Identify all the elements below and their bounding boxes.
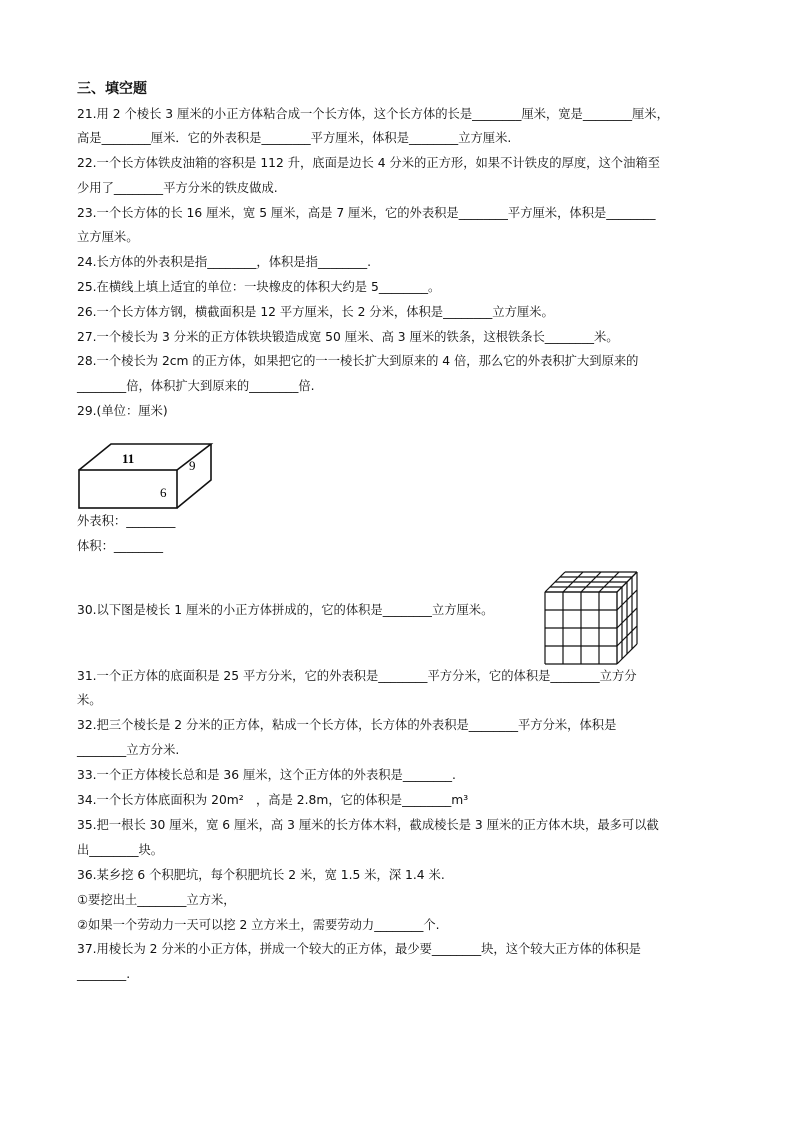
question-line-q29s: 外表积：________ [77, 514, 176, 528]
section-title: 三、填空题 [77, 81, 147, 97]
cuboid-length-label: 11 [122, 451, 135, 466]
question-line-q32b: ________立方分米. [77, 743, 180, 757]
cuboid-figure [77, 440, 217, 512]
question-line-q35a: 35.把一根长 30 厘米，宽 6 厘米，高 3 厘米的长方体木料，截成棱长是 3 厘米的正方体木块，最多可以截 [77, 818, 659, 832]
question-line-q29: 29.(单位：厘米) [77, 404, 168, 418]
question-line-q37a: 37.用棱长为 2 分米的小正方体，拼成一个较大的正方体，最少要________块，这个较大正方体的体积是 [77, 942, 641, 956]
question-line-q36a: ①要挖出土________立方米， [77, 893, 236, 907]
question-line-q36b: ②如果一个劳动力一天可以挖 2 立方米土，需要劳动力________个. [77, 918, 440, 932]
question-line-q29v: 体积：________ [77, 539, 164, 553]
question-line-q27: 27.一个棱长为 3 分米的正方体铁块锻造成宽 50 厘米、高 3 厘米的铁条，这根铁条长________米。 [77, 330, 619, 344]
question-line-q33: 33.一个正方体棱长总和是 36 厘米，这个正方体的外表积是________. [77, 768, 456, 782]
question-line-q31b: 米。 [77, 693, 102, 707]
question-line-q23a: 23.一个长方体的长 16 厘米，宽 5 厘米，高是 7 厘米，它的外表积是________平方厘米，体积是________ [77, 206, 656, 220]
question-line-q30: 30.以下图是棱长 1 厘米的小正方体拼成的，它的体积是________立方厘米。 [77, 603, 494, 617]
question-line-q34: 34.一个长方体底面积为 20m² ，高是 2.8m，它的体积是________m³ [77, 793, 469, 807]
question-line-q32a: 32.把三个棱长是 2 分米的正方体，粘成一个长方体，长方体的外表积是________平方分米，体积是 [77, 718, 617, 732]
question-line-q23b: 立方厘米。 [77, 230, 139, 244]
question-line-q22b: 少用了________平方分米的铁皮做成. [77, 181, 278, 195]
question-line-q31a: 31.一个正方体的底面积是 25 平方分米，它的外表积是________平方分米，它的体积是________立方分 [77, 669, 637, 683]
question-line-q22a: 22.一个长方体铁皮油箱的容积是 112 升，底面是边长 4 分米的正方形，如果不计铁皮的厚度，这个油箱至 [77, 156, 660, 170]
question-line-q35b: 出________块。 [77, 843, 164, 857]
question-line-q28b: ________倍，体积扩大到原来的________倍. [77, 379, 315, 393]
question-line-q25: 25.在横线上填上适宜的单位：一块橡皮的体积大约是 5________。 [77, 280, 441, 294]
question-line-q28a: 28.一个棱长为 2cm 的正方体，如果把它的一一棱长扩大到原来的 4 倍，那么它的外表积扩大到原来的 [77, 354, 639, 368]
question-line-q21b: 高是________厘米．它的外表积是________平方厘米，体积是________立方厘米. [77, 131, 512, 145]
question-line-q37b: ________. [77, 967, 131, 981]
question-line-q24: 24.长方体的外表积是指________，体积是指________. [77, 255, 371, 269]
cube-grid-figure [543, 570, 641, 668]
cuboid-width-label: 9 [189, 458, 196, 473]
cuboid-side-face [177, 444, 211, 508]
cuboid-height-label: 6 [160, 485, 167, 500]
question-line-q26: 26.一个长方体方钢，横截面积是 12 平方厘米，长 2 分米，体积是________立方厘米。 [77, 305, 554, 319]
question-line-q36: 36.某乡挖 6 个积肥坑，每个积肥坑长 2 米，宽 1.5 米，深 1.4 米. [77, 868, 445, 882]
question-line-q21a: 21.用 2 个棱长 3 厘米的小正方体粘合成一个长方体，这个长方体的长是________厘米，宽是________厘米， [77, 107, 669, 121]
